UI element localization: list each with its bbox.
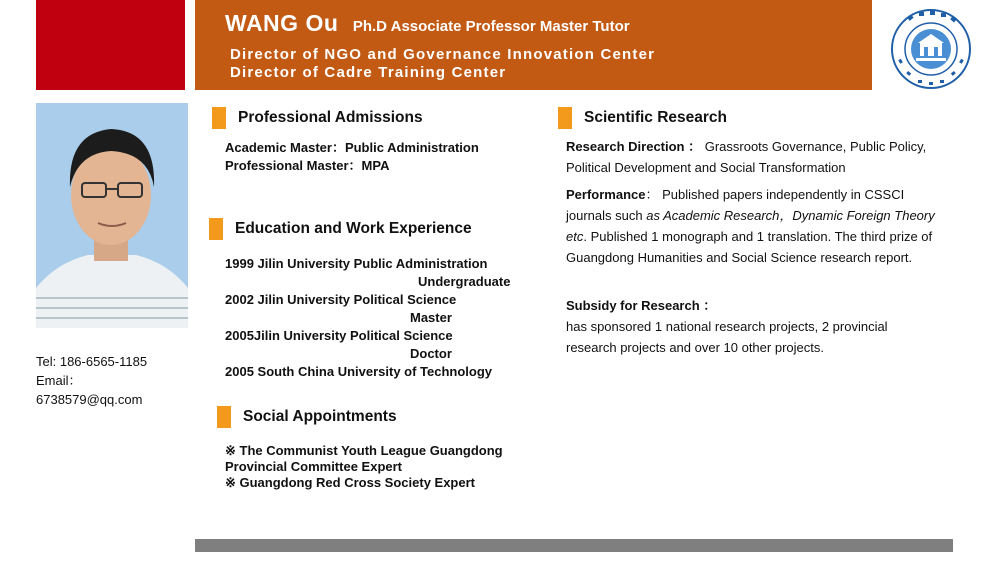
subsidy-text: has sponsored 1 national research projects, 2 provincial research projects and over 10 other projects. <box>566 319 888 355</box>
appointment-2: ※ Guangdong Red Cross Society Expert <box>225 475 475 490</box>
research-direction-text: Grassroots Governance, Public Policy, Political Development and Social Transformation <box>566 139 927 175</box>
red-accent-block <box>36 0 185 90</box>
university-seal-icon <box>890 8 972 90</box>
section-title: Professional Admissions <box>238 109 423 126</box>
profile-photo <box>36 103 188 328</box>
header-banner <box>195 0 872 90</box>
section-research <box>558 107 727 129</box>
performance-text-2: . Published 1 monograph and 1 translation. The third prize of Guangdong Humanities and Social Science research report. <box>566 229 933 265</box>
subsidy-label: Subsidy for Research ： <box>566 298 717 313</box>
section-education <box>209 218 472 240</box>
person-name: WANG Ou <box>225 10 339 36</box>
section-marker-icon <box>558 107 572 129</box>
footer-bar <box>195 539 953 552</box>
edu-degree-2005: Doctor <box>410 346 452 361</box>
section-title: Social Appointments <box>243 408 397 425</box>
person-titles: Ph.D Associate Professor Master Tutor <box>352 18 630 35</box>
edu-degree-2002: Master <box>410 310 452 325</box>
section-title: Scientific Research <box>584 109 728 126</box>
academic-master: Academic Master：Public Administration <box>225 140 479 155</box>
research-direction-label: Research Direction ： <box>566 139 702 154</box>
performance-text-1: Published papers independently in CSSCI journals such <box>566 187 905 223</box>
performance-separator: ： <box>645 187 663 202</box>
edu-degree-1999: Undergraduate <box>418 274 511 289</box>
appointment-1-line-1: ※ The Communist Youth League Guangdong <box>225 443 503 458</box>
email-label: Email： <box>36 373 82 388</box>
edu-row-2005: 2005Jilin University Political Science <box>225 328 453 343</box>
performance-label: Performance <box>566 187 646 202</box>
section-title: Education and Work Experience <box>235 220 472 237</box>
email-address: 6738579@qq.com <box>36 392 143 407</box>
header-name-line <box>225 10 630 37</box>
phone-number: Tel: 186-6565-1185 <box>36 354 148 369</box>
edu-row-2002: 2002 Jilin University Political Science <box>225 292 457 307</box>
admissions-list <box>225 139 479 175</box>
position-line-2: Director of Cadre Training Center <box>230 64 507 81</box>
research-performance <box>566 184 936 268</box>
contact-info <box>36 352 147 409</box>
section-appointments <box>217 406 397 428</box>
professional-master: Professional Master：MPA <box>225 158 390 173</box>
edu-row-2005-scut: 2005 South China University of Technology <box>225 364 493 379</box>
section-marker-icon <box>217 406 231 428</box>
appointment-1-line-2: Provincial Committee Expert <box>225 459 402 474</box>
appointments-list <box>225 443 503 491</box>
research-subsidy <box>566 295 936 358</box>
edu-row-1999: 1999 Jilin University Public Administration <box>225 256 488 271</box>
research-direction <box>566 136 936 178</box>
position-line-1: Director of NGO and Governance Innovation Center <box>230 46 656 63</box>
section-marker-icon <box>212 107 226 129</box>
section-admissions <box>212 107 423 129</box>
section-marker-icon <box>209 218 223 240</box>
performance-journals: as Academic Research，Dynamic Foreign Theory etc <box>566 208 935 244</box>
